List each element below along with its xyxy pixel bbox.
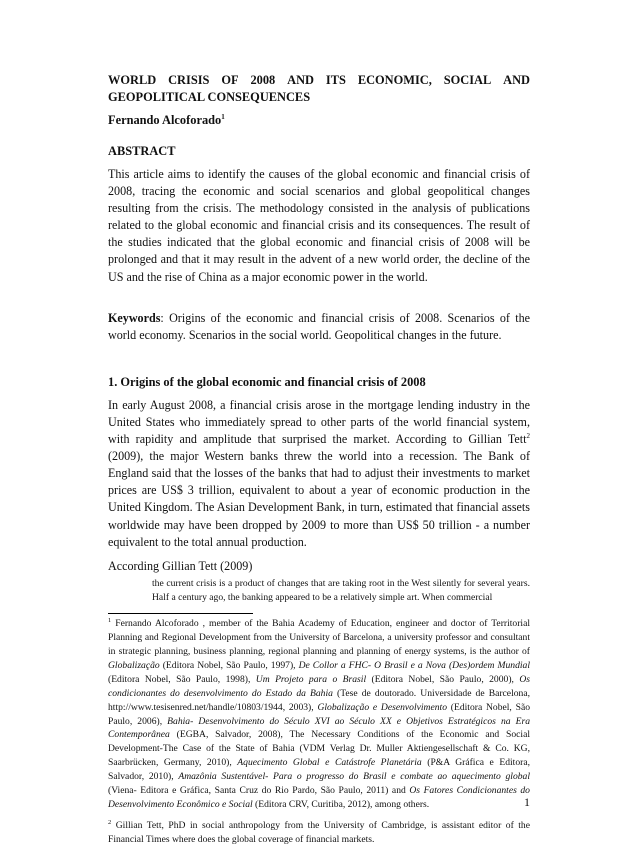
title-word: CRISIS <box>168 73 210 87</box>
footnote-divider <box>108 613 253 614</box>
abstract-text: This article aims to identify the causes of the global economic and financial crisis of 2008, tracing the economic and social scenarios and global geopolitical changes resulting from the crisis. The methodology consisted in the analysis of publications related to the global economic and financial crisis and its consequences. The result of the studies indicated that the global economic and financial crisis of 2008 will be prolonged and that it may result in the advent of a new world order, the decline of the US and the rise of China as a major economic power in the world. <box>108 167 530 284</box>
keywords <box>108 310 530 344</box>
title-word: ITS <box>325 73 346 87</box>
block-quote: the current crisis is a product of changes that are taking root in the West silently for several years. Half a century ago, the banking appeared to be a relatively simple art. When commercial <box>152 577 530 603</box>
book-title: Amazônia Sustentável- Para o progresso do Brasil e combate ao aquecimento global <box>178 771 530 783</box>
footnote-text: (Editora CRV, Curitiba, 2012), among others. <box>252 798 430 810</box>
footnote-text: Fernando Alcoforado , member of the Bahia Academy of Education, engineer and doctor of Territorial Planning and Regional Development from the University of Barcelona, a university professor and consultant in strategic planning, business planning, regional planning and planning of energy systems, is the author of <box>108 618 530 657</box>
footnote-1 <box>108 617 530 812</box>
title-word: AND <box>287 73 315 87</box>
footnote-mark: 1 <box>108 617 112 624</box>
book-title: Globalização <box>108 659 160 671</box>
footnote-text: Gillian Tett, PhD in social anthropology from the University of Cambridge, is assistant editor of the Financial Times where does the global coverage of financial markets. <box>108 819 530 845</box>
title-word: ECONOMIC, <box>357 73 432 87</box>
book-title: Os Fatores Condicionantes do Desenvolvimento Econômico e Social <box>108 785 530 810</box>
title-word: 2008 <box>250 73 276 87</box>
book-title: Globalização e Desenvolvimento <box>317 701 448 713</box>
book-title: Os condicionantes do desenvolvimento do Estado da Bahia <box>108 673 530 699</box>
title-word: WORLD <box>108 73 157 87</box>
paragraph-text: (2009), the major Western banks threw the world into a recession. The Bank of England said that the losses of the banks that had to adjust their investments to market prices are US$ 3 trillion, equivalent to about a year of economic production in the United Kingdom. The Asian Development Bank, in turn, estimated that financial assets worldwide may have been dropped by 2009 to more than US$ 50 trillion - a number equivalent to the total annual production. <box>108 449 530 549</box>
book-title: De Collor a FHC- O Brasil e a Nova (Des)ordem Mundial <box>298 659 530 671</box>
footnote-text: (Editora Nobel, São Paulo, 2000), <box>366 673 520 685</box>
section-1-paragraph <box>108 397 530 551</box>
book-title: Um Projeto para o Brasil <box>255 673 367 685</box>
title-word: SOCIAL <box>443 73 492 87</box>
paragraph-text: In early August 2008, a financial crisis arose in the mortgage lending industry in the United States who immediately spread to other parts of the world financial system, with rapidity and amplitude that surprised the market. According to Gillian Tett <box>108 397 530 447</box>
footnote-text: (Editora Nobel, São Paulo, 1998), <box>108 673 256 685</box>
footnote-text: (Tese de doutorado. Universidade de Barcelona, http://www.tesisenred.net/handle/10803/1944, 2003), <box>108 687 530 713</box>
keywords-text: : Origins of the economic and financial crisis of 2008. Scenarios of the world economy. Scenarios in the social world. Geopolitical changes in the future. <box>108 310 530 342</box>
abstract-heading: ABSTRACT <box>108 144 176 158</box>
footnote-mark: 2 <box>108 818 112 826</box>
footnote-text: (Viena- Editora e Gráfica, Santa Cruz do Rio Pardo, São Paulo, 2011) and <box>108 785 410 797</box>
title-line-1 <box>108 72 530 89</box>
page-number: 1 <box>524 795 530 809</box>
title-word: AND <box>503 73 530 87</box>
section-1-heading: 1. Origins of the global economic and financial crisis of 2008 <box>108 374 426 389</box>
footnote-ref-1[interactable]: 1 <box>221 112 225 121</box>
footnote-ref-2[interactable]: 2 <box>526 432 530 440</box>
title-line-2: GEOPOLITICAL CONSEQUENCES <box>108 90 311 104</box>
author-line <box>108 112 530 128</box>
book-title: Aquecimento Global e Catástrofe Planetária <box>237 757 422 769</box>
footnote-text: (Editora Nobel, São Paulo, 2006), <box>108 701 530 727</box>
title-word: OF <box>221 73 239 87</box>
according-line: According Gillian Tett (2009) <box>108 558 253 573</box>
footnote-text: (P&A Gráfica e Editora, Salvador, 2010), <box>108 757 530 783</box>
keywords-label: Keywords <box>108 310 161 325</box>
footnote-text: (Editora Nobel, São Paulo, 1997), <box>159 659 299 671</box>
book-title: Bahia- Desenvolvimento do Século XVI ao Século XX e Objetivos Estratégicos na Era Contemporânea <box>108 715 530 741</box>
footnote-2 <box>108 819 530 847</box>
footnote-text: (EGBA, Salvador, 2008), The Necessary Conditions of the Economic and Social Development-The Case of the State of Bahia (VDM Verlag Dr. Muller Aktiengesellschaft & Co. KG, Saarbrücken, Germany, 2010), <box>108 729 530 769</box>
author-name: Fernando Alcoforado <box>108 113 222 127</box>
